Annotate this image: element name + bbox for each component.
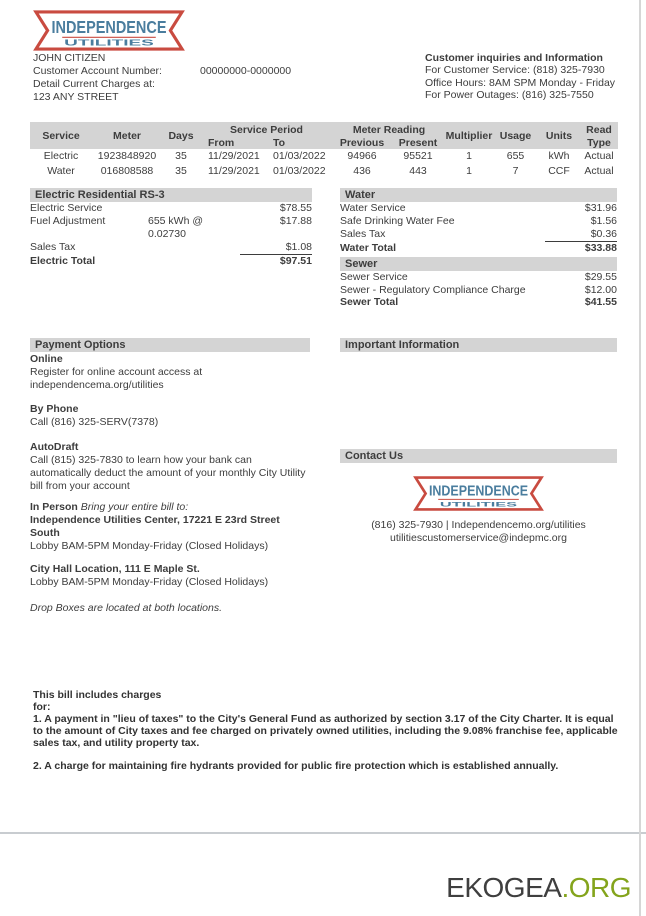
logo-title: INDEPENDENCE bbox=[51, 16, 167, 37]
col-header-to: To bbox=[273, 136, 286, 149]
online-heading: Online bbox=[30, 353, 63, 365]
cell-service: Water bbox=[47, 165, 75, 177]
cell-meter: 1923848920 bbox=[97, 150, 157, 162]
fee-label: Sewer Service bbox=[340, 270, 408, 283]
col-header-from: From bbox=[208, 136, 235, 149]
electric-total-row bbox=[30, 255, 312, 268]
fee-label: Safe Drinking Water Fee bbox=[340, 214, 455, 227]
important-information-section bbox=[340, 338, 617, 352]
cell-service: Electric bbox=[43, 150, 79, 162]
inquiries-line: For Customer Service: (818) 325-7930 bbox=[425, 64, 605, 77]
payment-option-in-person bbox=[30, 501, 310, 553]
fee-label: Water Service bbox=[340, 202, 406, 214]
col-header-previous: Previous bbox=[339, 136, 385, 149]
by-phone-line: Call (816) 325-SERV(7378) bbox=[30, 415, 159, 428]
total-amount: $97.51 bbox=[279, 254, 312, 267]
col-header-meter-reading: Meter Reading bbox=[352, 124, 426, 136]
brand-name: EKOGEA bbox=[446, 872, 562, 903]
meter-usage-table bbox=[30, 122, 618, 179]
important-information-header: Important Information bbox=[340, 338, 617, 352]
contact-phone-web: (816) 325-7930 | Independencemo.org/utilities bbox=[371, 519, 586, 532]
in-person-hours: Lobby BAM-5PM Monday-Friday (Closed Holidays) bbox=[30, 540, 269, 553]
col-header-units: Units bbox=[545, 130, 573, 143]
table-row-electric bbox=[30, 149, 618, 164]
col-header-meter: Meter bbox=[112, 130, 141, 143]
cell-from: 11/29/2021 bbox=[208, 150, 260, 162]
fee-row bbox=[340, 228, 617, 242]
electric-section-header: Electric Residential RS-3 bbox=[30, 188, 312, 202]
payment-option-city-hall bbox=[30, 563, 310, 589]
brand-tld: .ORG bbox=[561, 872, 631, 903]
online-line: Register for online account access at bbox=[30, 366, 203, 378]
fee-amount: $12.00 bbox=[584, 283, 617, 296]
fee-row bbox=[340, 202, 617, 215]
company-logo bbox=[33, 9, 185, 57]
independence-utilities-logo-icon bbox=[413, 475, 544, 512]
cell-units: CCF bbox=[548, 165, 570, 177]
col-header-usage: Usage bbox=[499, 130, 532, 143]
contact-us-header: Contact Us bbox=[340, 449, 617, 463]
notes-intro-line1: This bill includes charges bbox=[33, 689, 162, 701]
cell-read-type: Actual bbox=[584, 165, 614, 177]
fee-row bbox=[30, 215, 312, 241]
col-header-days: Days bbox=[168, 130, 194, 143]
cell-present: 443 bbox=[409, 165, 427, 177]
cell-days: 35 bbox=[175, 150, 187, 162]
fee-row bbox=[340, 284, 617, 297]
fee-row bbox=[30, 202, 312, 215]
in-person-heading: In Person bbox=[30, 501, 78, 514]
cell-multiplier: 1 bbox=[466, 150, 472, 162]
sewer-total-row bbox=[340, 296, 617, 309]
contact-email: utilitiescustomerservice@indepmc.org bbox=[390, 531, 567, 544]
logo-subtitle: UTILITIES bbox=[439, 501, 519, 509]
bill-charges-notes bbox=[33, 690, 618, 772]
cell-previous: 436 bbox=[353, 165, 371, 177]
autodraft-heading: AutoDraft bbox=[30, 440, 79, 453]
ekogea-watermark bbox=[446, 872, 631, 904]
fee-amount: $29.55 bbox=[584, 270, 617, 283]
logo-title: INDEPENDENCE bbox=[428, 482, 529, 500]
cell-previous: 94966 bbox=[347, 150, 377, 162]
contact-us-section bbox=[340, 449, 617, 544]
fee-amount: $1.08 bbox=[240, 241, 312, 255]
customer-name: JOHN CITIZEN bbox=[33, 52, 106, 64]
total-label: Water Total bbox=[340, 241, 397, 254]
notes-intro-line2: for: bbox=[33, 700, 51, 713]
cell-to: 01/03/2022 bbox=[273, 165, 326, 177]
note-paragraph: 1. A payment in "lieu of taxes" to the City's General Fund as authorized by section 3.17 of the City Charter. It is equal to the amount of City taxes and fee charged on privately owned utilities, including the 9.08% franchise fee, applicable sales tax, and utility property tax. bbox=[33, 712, 618, 749]
col-header-multiplier: Multiplier bbox=[445, 130, 493, 143]
fee-amount: $1.56 bbox=[590, 214, 617, 227]
water-total-row bbox=[340, 242, 617, 255]
drop-boxes-note: Drop Boxes are located at both locations. bbox=[30, 601, 223, 614]
table-row-water bbox=[30, 164, 618, 179]
total-amount: $41.55 bbox=[584, 296, 617, 309]
inquiries-line: Office Hours: 8AM SPM Monday - Friday bbox=[425, 76, 616, 89]
fee-row bbox=[30, 241, 312, 255]
fee-label: Sales Tax bbox=[340, 227, 386, 240]
total-label: Electric Total bbox=[30, 254, 96, 267]
col-header-present: Present bbox=[398, 136, 438, 149]
total-label: Sewer Total bbox=[340, 296, 399, 309]
fee-amount: $31.96 bbox=[584, 202, 617, 214]
water-sewer-section bbox=[340, 188, 617, 309]
detail-charges-label: Detail Current Charges at: bbox=[33, 77, 155, 90]
payment-options-section bbox=[30, 338, 310, 615]
inquiries-title: Customer inquiries and Information bbox=[425, 52, 603, 64]
in-person-note: Bring your entire bill to: bbox=[80, 501, 189, 514]
fee-label: Sewer - Regulatory Compliance Charge bbox=[340, 283, 526, 296]
payment-option-online bbox=[30, 353, 310, 392]
contact-logo bbox=[340, 475, 617, 515]
fee-label: Electric Service bbox=[30, 202, 103, 214]
cell-days: 35 bbox=[175, 165, 187, 177]
online-url: independencema.org/utilities bbox=[30, 378, 164, 391]
cell-usage: 655 bbox=[506, 150, 525, 162]
in-person-address: Independence Utilities Center, 17221 E 23rd Street South bbox=[30, 514, 280, 540]
col-header-service-period: Service Period bbox=[230, 124, 303, 136]
account-number-row bbox=[33, 65, 291, 78]
cell-present: 95521 bbox=[403, 150, 433, 162]
fee-amount: $0.36 bbox=[545, 228, 617, 242]
note-paragraph: 2. A charge for maintaining fire hydrants provided for public fire protection which is established annually. bbox=[33, 759, 559, 772]
service-address: 123 ANY STREET bbox=[33, 90, 119, 103]
autodraft-text: Call (815) 325-7830 to learn how your bank can automatically deduct the amount of your monthly City Utility bill from your account bbox=[30, 453, 306, 492]
inquiries-line: For Power Outages: (816) 325-7550 bbox=[425, 88, 594, 101]
account-number-value: 00000000-0000000 bbox=[200, 64, 292, 77]
fee-amount: $78.55 bbox=[279, 202, 312, 214]
sewer-section-header: Sewer bbox=[340, 257, 617, 271]
payment-option-autodraft bbox=[30, 441, 310, 493]
payment-options-header: Payment Options bbox=[30, 338, 310, 352]
fee-label: Fuel Adjustment bbox=[30, 214, 106, 227]
city-hall-hours: Lobby BAM-5PM Monday-Friday (Closed Holidays) bbox=[30, 576, 269, 589]
cell-multiplier: 1 bbox=[466, 165, 472, 177]
customer-inquiries-block bbox=[425, 52, 615, 101]
water-section-header: Water bbox=[340, 188, 617, 202]
independence-utilities-logo-icon bbox=[33, 9, 185, 52]
account-number-label: Customer Account Number: bbox=[33, 64, 162, 77]
electric-charges-section bbox=[30, 188, 312, 268]
page-right-edge-line bbox=[639, 0, 641, 916]
cell-meter: 016808588 bbox=[100, 165, 154, 177]
city-hall-address: City Hall Location, 111 E Maple St. bbox=[30, 563, 200, 576]
cell-units: kWh bbox=[548, 150, 570, 162]
payment-option-by-phone bbox=[30, 403, 310, 429]
col-header-service: Service bbox=[42, 130, 80, 143]
fee-label: Sales Tax bbox=[30, 240, 76, 253]
total-amount: $33.88 bbox=[584, 241, 617, 254]
fee-row bbox=[340, 271, 617, 284]
fee-amount: $17.88 bbox=[279, 214, 312, 227]
footer-divider bbox=[0, 832, 646, 834]
cell-read-type: Actual bbox=[584, 150, 614, 162]
logo-subtitle: UTILITIES bbox=[64, 38, 154, 48]
cell-to: 01/03/2022 bbox=[273, 150, 326, 162]
col-header-read-type: Read Type bbox=[586, 124, 612, 149]
by-phone-heading: By Phone bbox=[30, 402, 79, 415]
fee-detail: 655 kWh @ 0.02730 bbox=[148, 214, 204, 240]
cell-usage: 7 bbox=[512, 165, 519, 177]
fee-row bbox=[340, 215, 617, 228]
customer-info-block bbox=[33, 52, 291, 104]
cell-from: 11/29/2021 bbox=[208, 165, 260, 177]
